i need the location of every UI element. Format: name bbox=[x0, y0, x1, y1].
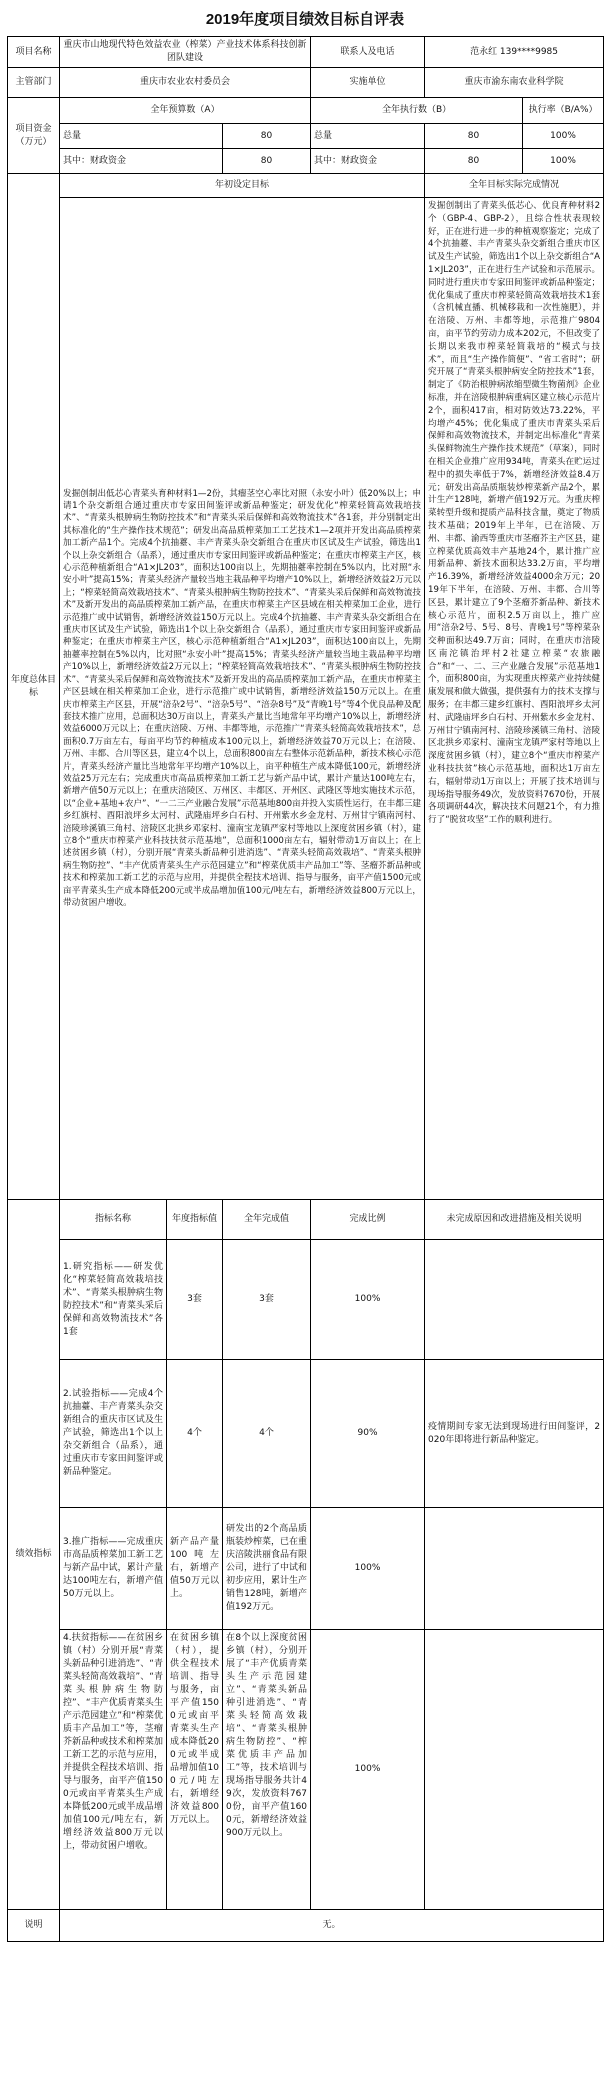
executed-header: 全年执行数（B） bbox=[311, 98, 523, 124]
indicator-name-4: 4.扶贫指标——在贫困乡镇（村）分别开展“青菜头新品种引进消选”、“青菜头轻简高效栽培”、“青菜头根肿病生物防控”、“丰产优质青菜头生产示范园建立”和“榨菜优质丰产品加工”等，茎瘤芥新品种或技术和榨菜加工新工艺的示范与应用，并提供全程技术培训、指导与服务，亩平产值1500元或亩平青菜头生产成本降低200元或半成品增加值100元/吨左右，新增经济效益800万元以上，带动贫困户增收。 bbox=[60, 1630, 167, 1910]
annual-value-header: 年度指标值 bbox=[167, 1200, 223, 1240]
form-title: 2019年度项目绩效目标自评表 bbox=[205, 11, 405, 28]
contact-label: 联系人及电话 bbox=[311, 37, 425, 68]
dept-value: 重庆市农业农村委员会 bbox=[60, 68, 311, 98]
funds-total-row bbox=[8, 124, 604, 149]
indicators-header-row bbox=[8, 1200, 604, 1240]
impl-unit-value: 重庆市渝东南农业科学院 bbox=[425, 68, 604, 98]
indicator-ratio-2: 90% bbox=[311, 1360, 425, 1508]
rate-total-value: 100% bbox=[523, 124, 604, 149]
rate-header: 执行率（B/A%） bbox=[523, 98, 604, 124]
project-name-row bbox=[8, 37, 604, 68]
indicator-name-2: 2.试验指标——完成4个抗抽薹、丰产青菜头杂交新组合的重庆市区试及生产试验，筛选出1个以上杂交新组合（品系），通过重庆市专家田间鉴评或新品种鉴定。 bbox=[60, 1360, 167, 1508]
annual-goal-header-row bbox=[8, 174, 604, 198]
initial-goal-text: 发掘创制出低芯心青菜头育种材料1—2份，其瘤茎空心率比对照（永安小叶）低20%以上；申请1个杂交新组合通过重庆市专家田间鉴评或新品种鉴定；研发优化“榨菜轻简高效栽培技术”、“青菜头根肿病生物防控技术”和“青菜头采后保鲜和高效物流技术”各1套，并分别制定出其标准化的“生产操作技术规范”；研发出高品质榨菜加工工艺技术1—2项并开发出高品质榨菜加工新产品1个。完成4个抗抽薹、丰产青菜头杂交新组合在重庆市区试及生产试验，筛选出1个以上杂交新组合（品系），通过重庆市专家田间鉴评或新品种鉴定；在重庆市榨菜主产区，核心示范种植新组合“A1×JL203”，面积达100亩以上，先期抽薹率控制在5%以内，比对照“永安小叶”提高15%；青菜头经济产量较当地主栽品种平均增产10%以上，新增经济效益2万元以上；“榨菜轻简高效栽培技术”、“青菜头根肿病生物防控技术”、“青菜头采后保鲜和高效物流技术”及新开发出的高品质榨菜加工新产品，在重庆市榨菜主产区县域在相关榨菜加工企业，进行示范推广或中试销售，新增经济效益150万元以上。完成4个抗抽薹、丰产青菜头杂交新组合在重庆市区试及生产试验，筛选出1个以上杂交新组合（品系），通过重庆市专家田间鉴评或新品种鉴定；在重庆市榨菜主产区，核心示范种植新组合“A1×JL203”，面积达100亩以上，先期抽薹率控制在5%以内，比对照“永安小叶”提高15%；青菜头经济产量较当地主栽品种平均增产10%以上，新增经济效益2万元以上；“榨菜轻简高效栽培技术”、“青菜头根肿病生物防控技术”、“青菜头采后保鲜和高效物流技术”及新开发出的高品质榨菜加工新产品，在重庆市榨菜主产区县域在相关榨菜加工企业，进行示范推广或中试销售，新增经济效益150万元以上。在重庆市榨菜主产区县，开展“涪杂2号”、“涪杂5号”、“涪杂8号”及“青晚1号”等4个优良品种及配套技术推广应用，总面积达30万亩以上，青菜头产量比当地常年平均增产10%以上，新增经济效益6000万元以上；在重庆涪陵、万州、丰都等地，示范推广“青菜头轻简高效栽培技术”，总面积0.7万亩左右，每亩平均节约种植成本100元以上，新增经济效益70万元以上；在涪陵、万州、丰都、合川等区县，建立4个以上，总面积800亩左右整体示范新品种，新技术核心示范片，青菜头经济产量比当地常年平均增产10%以上，亩平种植生产成本降低100元，新增经济效益25万元左右；完成重庆市高品质榨菜加工新工艺与新产品中试，累计产量达100吨左右，新增产值50万元以上；在重庆涪陵区、万州区、丰都区、开州区、武隆区等地实施技术示范，以“企业+基地+农户”、“一二三产业融合发展”示范基地800亩并投入实质性运行，在丰都三建乡红旗村、酉阳浪坪乡太河村、武隆庙坪乡白石村、开州紫水乡金龙村、万州甘宁镇南河村、涪陵珍溪镇三角村、涪陵区北拱乡邓家村、潼南宝龙镇严家村等地以上深度贫困乡镇（村），建立8个“重庆市榨菜产业科技扶贫示范基地”，总面积1000亩左右，辐射带动1万亩以上；在上述贫困乡镇（村），分别开展“青菜头新品种引进消选”、“青菜头轻简高效栽培”、“青菜头根肿病生物防控”、“丰产优质青菜头生产示范园建立”和“榨菜优质丰产品加工”等、茎瘤芥新品种或技术和榨菜加工新工艺的示范与应用，并提供全程技术培训、指导与服务，亩平产值1500元或亩平青菜头生产成本降低200元或半成品增加值100元/吨左右，新增经济效益800万元以上，带动贫困户增收。 bbox=[60, 198, 425, 1200]
indicator-row bbox=[8, 1240, 604, 1360]
evaluation-table bbox=[7, 36, 604, 1942]
indicator-row bbox=[8, 1630, 604, 1910]
indicator-actual-4: 在8个以上深度贫困乡镇（村），分别开展了“丰产优质青菜头生产示范园建立”、“青菜头新品种引进消选”、“青菜头轻简高效栽培”、“青菜头根肿病生物防控”、“榨菜优质丰产品加工”等，技术培训与现场指导服务共计49次，发放资料7670份，亩平产值1600元，新增经济效益900万元以上。 bbox=[223, 1630, 311, 1910]
dept-row bbox=[8, 68, 604, 98]
indicator-reason-1 bbox=[425, 1240, 604, 1360]
actual-goal-header: 全年目标实际完成情况 bbox=[425, 174, 604, 198]
indicator-actual-3: 研发出的2个高品质瓶装炒榨菜，已在重庆涪陵洪丽食品有限公司，进行了中试和初步应用，累计生产销售128吨，新增产值192万元。 bbox=[223, 1508, 311, 1630]
indicator-reason-4 bbox=[425, 1630, 604, 1910]
indicator-name-3: 3.推广指标——完成重庆市高品质榨菜加工新工艺与新产品中试，累计产量达100吨左右，新增产值50万元以上。 bbox=[60, 1508, 167, 1630]
indicator-target-3: 新产品产量100吨左右，新增产值50万元以上。 bbox=[167, 1508, 223, 1630]
impl-unit-label: 实施单位 bbox=[311, 68, 425, 98]
annual-goal-content-row bbox=[8, 198, 604, 1200]
indicator-row bbox=[8, 1508, 604, 1630]
note-label: 说明 bbox=[8, 1910, 60, 1942]
funds-label: 项目资金（万元） bbox=[8, 98, 60, 174]
note-value: 无。 bbox=[60, 1910, 604, 1942]
indicator-ratio-3: 100% bbox=[311, 1508, 425, 1630]
note-row bbox=[8, 1910, 604, 1942]
budget-header: 全年预算数（A） bbox=[60, 98, 311, 124]
project-name-value: 重庆市山地现代特色效益农业（榨菜）产业技术体系科技创新团队建设 bbox=[60, 37, 311, 68]
budget-fiscal-value: 80 bbox=[223, 149, 311, 174]
performance-label: 绩效指标 bbox=[8, 1200, 60, 1910]
total-label-a: 总量 bbox=[60, 124, 223, 149]
reason-header: 未完成原因和改进措施及相关说明 bbox=[425, 1200, 604, 1240]
indicator-ratio-1: 100% bbox=[311, 1240, 425, 1360]
indicator-name-1: 1.研究指标——研发优化“榨菜轻简高效栽培技术”、“青菜头根肿病生物防控技术”和“青菜头采后保鲜和高效物流技术”各1套 bbox=[60, 1240, 167, 1360]
indicator-target-4: 在贫困乡镇（村），提供全程技术培训、指导与服务，亩平产值1500元或亩平青菜头生产成本降低200元或半成品增加值100元/吨左右，新增经济效益800万元以上。 bbox=[167, 1630, 223, 1910]
contact-value: 范永红 139****9985 bbox=[425, 37, 604, 68]
project-name-label: 项目名称 bbox=[8, 37, 60, 68]
indicator-actual-1: 3套 bbox=[223, 1240, 311, 1360]
indicator-row bbox=[8, 1360, 604, 1508]
funds-header-row bbox=[8, 98, 604, 124]
indicator-reason-3 bbox=[425, 1508, 604, 1630]
actual-value-header: 全年完成值 bbox=[223, 1200, 311, 1240]
budget-total-value: 80 bbox=[223, 124, 311, 149]
fiscal-label-a: 其中：财政资金 bbox=[60, 149, 223, 174]
rate-fiscal-value: 100% bbox=[523, 149, 604, 174]
funds-fiscal-row bbox=[8, 149, 604, 174]
annual-goal-label: 年度总体目标 bbox=[8, 174, 60, 1200]
total-label-b: 总量 bbox=[311, 124, 425, 149]
indicator-target-1: 3套 bbox=[167, 1240, 223, 1360]
indicator-name-header: 指标名称 bbox=[60, 1200, 167, 1240]
fiscal-label-b: 其中：财政资金 bbox=[311, 149, 425, 174]
indicator-reason-2: 疫情期间专家无法到现场进行田间鉴评，2020年即将进行新品种鉴定。 bbox=[425, 1360, 604, 1508]
indicator-actual-2: 4个 bbox=[223, 1360, 311, 1508]
executed-total-value: 80 bbox=[425, 124, 523, 149]
indicator-target-2: 4个 bbox=[167, 1360, 223, 1508]
actual-goal-text: 发掘创制出了青菜头低芯心、优良育种材料2个（GBP-4、GBP-2），且综合性状表现较好，正在进行进一步的种植观察鉴定；完成了4个抗抽薹、丰产青菜头杂交新组合重庆市区试及生产试验，筛选出1个以上杂交新组合“A1×JL203”，正在进行生产试验和示范展示。同时进行重庆市专家田间鉴评或新品种鉴定；优化集成了重庆市榨菜轻简高效栽培技术1套（含机械直播、机械移栽和一次性施肥），并在涪陵、万州、丰都等地，示范推广9804亩，亩平节约劳动力成本202元，不但改变了长期以来我市榨菜轻简栽培的“模式与技术”，而且“生产操作简便”、“省工省时”；研究开展了“青菜头根肿病安全防控技术”1套，制定了《防治根肿病浓缩型微生物菌剂》企业标准，并在涪陵根肿病重病区建立核心示范片2个，面积417亩，相对防效达73.22%，平均增产45%；优化集成了重庆市青菜头采后保鲜和高效物流技术，并制定出标准化“青菜头保鲜物流生产操作技术规范”（草案），同时在相关企业推广应用934吨，青菜头在贮运过程中的损失率低于7%，新增经济效益8.4万元；研发出高品质瓶装炒榨菜新产品2个，累计生产128吨，新增产值192万元。为重庆榨菜转型升级和提质产品科技含量，奠定了物质技术基础；2019年上半年，已在涪陵、万州、丰都、渝西等重庆市茎瘤芥主产区县，建立榨菜优质高效丰产基地24个，累计推广应用新品种、新技术面积达33.2万亩，平均增产16.39%，新增经济效益4000余万元；2019年下半年，在涪陵、万州、丰都、合川等区县，累计建立了9个茎瘤芥新品种、新技术核心示范片，面积2.5万亩以上，推广应用“涪杂2号、5号、8号、青晚1号”等榨菜杂交种面积达49.7万亩；同时，在重庆市涪陵区南沱镇治坪村2社建立榨菜“农旅融合”和“一、二、三产业融合发展”示范基地1个，面积800亩，为实现重庆榨菜产业持续健康发展和做大做强，提供强有力的技术支撑与服务；在丰都三建乡红旗村、酉阳浪坪乡太河村、武隆庙坪乡白石村、开州紫水乡金龙村、万州甘宁镇南河村、涪陵珍溪镇三角村、涪陵区北拱乡邓家村、潼南宝龙镇严家村等地以上深度贫困乡镇（村），建立8个“重庆市榨菜产业科技扶贫”核心示范基地，面积达1万亩左右，辐射带动1万亩以上；开展了技术培训与现场指导服务49次，发放资料7670份，开展各项调研44次，解决技术问题21个，有力推行了“脱贫攻坚”工作的顺利进行。 bbox=[425, 198, 604, 1200]
initial-goal-header: 年初设定目标 bbox=[60, 174, 425, 198]
completion-header: 完成比例 bbox=[311, 1200, 425, 1240]
indicator-ratio-4: 100% bbox=[311, 1630, 425, 1910]
dept-label: 主管部门 bbox=[8, 68, 60, 98]
executed-fiscal-value: 80 bbox=[425, 149, 523, 174]
